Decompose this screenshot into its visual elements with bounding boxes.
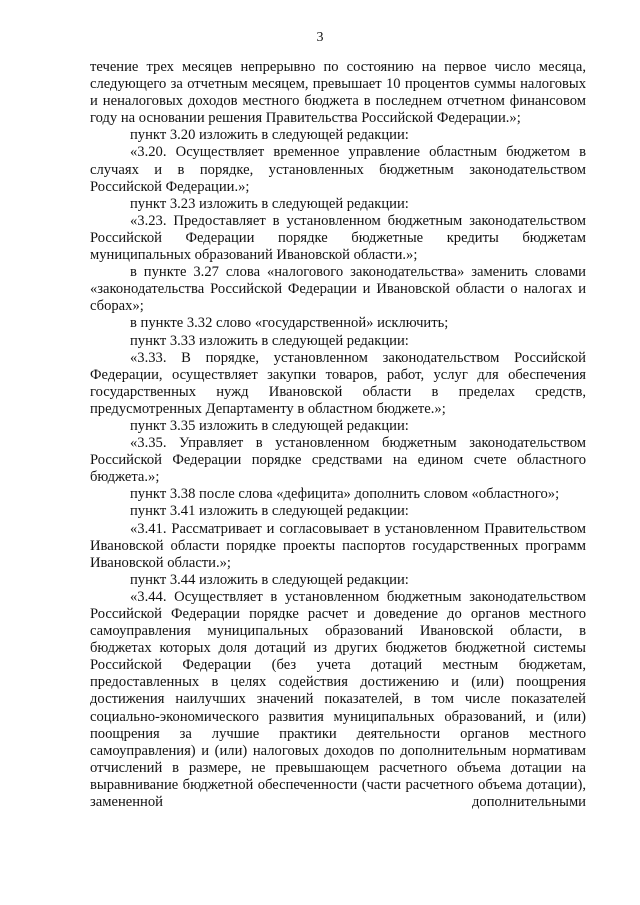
paragraph-instruction-3-23: пункт 3.23 изложить в следующей редакции: xyxy=(130,195,409,212)
paragraph-amendment-3-27: в пункте 3.27 слова «налогового законодательства» заменить словами «законодательства Российской Федерации и Ивановской области о налогах и сборах»; xyxy=(90,264,586,315)
paragraph-clause-3-33: «3.33. В порядке, установленном законодательством Российской Федерации, осуществляет закупки товаров, работ, услуг для обеспечения государственных нужд Ивановской области в пределах средств, предусмотренных Департаменту в областном бюджете.»; xyxy=(90,349,586,417)
paragraph-clause-3-41: «3.41. Рассматривает и согласовывает в установленном Правительством Ивановской области порядке проекты паспортов государственных программ Ивановской области.»; xyxy=(90,520,586,571)
paragraph-instruction-3-33: пункт 3.33 изложить в следующей редакции: xyxy=(130,332,409,349)
paragraph-clause-3-35: «3.35. Управляет в установленном бюджетным законодательством Российской Федерации порядке средствами на едином счете областного бюджета.»; xyxy=(90,435,586,486)
paragraph-instruction-3-20: пункт 3.20 изложить в следующей редакции: xyxy=(130,127,409,144)
paragraph-clause-3-20: «3.20. Осуществляет временное управление областным бюджетом в случаях и в порядке, установленных бюджетным законодательством Российской Федерации.»; xyxy=(90,144,586,195)
paragraph-instruction-3-35: пункт 3.35 изложить в следующей редакции: xyxy=(130,417,409,434)
paragraph-clause-3-44: «3.44. Осуществляет в установленном бюджетным законодательством Российской Федерации порядке расчет и доведение до органов местного самоуправления муниципальных образований Ивановской области, в бюджетах которых доля дотаций из других бюджетов бюджетной системы Российской Федерации (без учета дотаций местным бюджетам, предоставленных в целях содействия достижению и (или) поощрения достижения наилучших значений показателей, в том числе показателей социально-экономического развития муниципальных образований, и (или) поощрения за лучшие практики деятельности органов местного самоуправления) и (или) налоговых доходов по дополнительным нормативам отчислений в размере, не превышающем расчетного объема дотации на выравнивание бюджетной обеспеченности (части расчетного объема дотации), замененной дополнительными xyxy=(90,588,586,811)
paragraph-instruction-3-44: пункт 3.44 изложить в следующей редакции: xyxy=(130,571,409,588)
document-body xyxy=(90,59,586,811)
paragraph-instruction-3-41: пункт 3.41 изложить в следующей редакции: xyxy=(130,503,409,520)
paragraph-amendment-3-38: пункт 3.38 после слова «дефицита» дополнить словом «областного»; xyxy=(130,486,560,503)
paragraph-amendment-3-32: в пункте 3.32 слово «государственной» исключить; xyxy=(130,315,449,332)
paragraph-clause-3-23: «3.23. Предоставляет в установленном бюджетным законодательством Российской Федерации порядке бюджетные кредиты бюджетам муниципальных образований Ивановской области.»; xyxy=(90,212,586,264)
page-number: 3 xyxy=(316,30,324,45)
paragraph-continuation: течение трех месяцев непрерывно по состоянию на первое число месяца, следующего за отчетным месяцем, превышает 10 процентов суммы налоговых и неналоговых доходов местного бюджета в последнем отчетном финансовом году на основании решения Правительства Российской Федерации.»; xyxy=(90,59,586,127)
